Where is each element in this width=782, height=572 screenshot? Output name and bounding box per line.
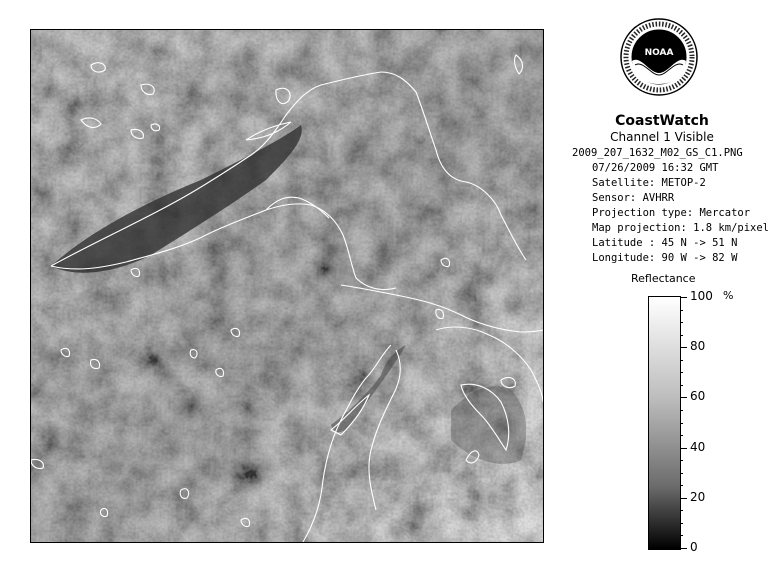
colorbar-major-tick <box>680 548 687 549</box>
colorbar-minor-tick <box>680 435 683 436</box>
projection-type-label: Projection type: Mercator <box>592 207 751 219</box>
logo-text: NOAA <box>644 48 674 58</box>
colorbar-minor-tick <box>680 360 683 361</box>
noaa-logo <box>619 15 699 107</box>
sensor-label: Sensor: AVHRR <box>592 192 675 204</box>
colorbar-minor-tick <box>680 535 683 536</box>
colorbar-minor-tick <box>680 460 683 461</box>
filename-label: 2009_207_1632_M02_GS_C1.PNG <box>572 147 743 159</box>
colorbar-major-tick <box>680 397 687 398</box>
colorbar-major-tick <box>680 498 687 499</box>
colorbar-tick-label: 100 <box>690 289 713 303</box>
latitude-label: Latitude : 45 N -> 51 N <box>592 237 738 249</box>
map-projection-label: Map projection: 1.8 km/pixel <box>592 222 770 234</box>
channel-title: Channel 1 Visible <box>610 130 714 144</box>
longitude-label: Longitude: 90 W -> 82 W <box>592 252 738 264</box>
colorbar-major-tick <box>680 297 687 298</box>
satellite-image-map <box>30 29 544 543</box>
colorbar-tick-label: 0 <box>690 540 698 554</box>
colorbar-minor-tick <box>680 322 683 323</box>
colorbar-tick-label: 60 <box>690 389 706 403</box>
shading-overlay <box>31 30 543 542</box>
colorbar-title: Reflectance <box>631 272 696 285</box>
map-svg <box>31 30 543 542</box>
colorbar-tick-label: 40 <box>690 440 706 454</box>
colorbar-minor-tick <box>680 335 683 336</box>
colorbar-tick-label: 80 <box>690 339 706 353</box>
colorbar-minor-tick <box>680 510 683 511</box>
colorbar-minor-tick <box>680 310 683 311</box>
colorbar-tick-label: 20 <box>690 490 706 504</box>
brand-title: CoastWatch <box>615 113 709 129</box>
colorbar-minor-tick <box>680 385 683 386</box>
noaa-emblem-icon <box>619 15 699 107</box>
colorbar-major-tick <box>680 347 687 348</box>
colorbar-minor-tick <box>680 410 683 411</box>
colorbar-unit: % <box>723 289 734 302</box>
satellite-label: Satellite: METOP-2 <box>592 177 706 189</box>
reflectance-colorbar <box>648 296 681 550</box>
colorbar-major-tick <box>680 448 687 449</box>
colorbar-minor-tick <box>680 485 683 486</box>
colorbar-minor-tick <box>680 473 683 474</box>
colorbar-minor-tick <box>680 523 683 524</box>
colorbar-minor-tick <box>680 372 683 373</box>
datetime-label: 07/26/2009 16:32 GMT <box>592 162 719 174</box>
colorbar-minor-tick <box>680 423 683 424</box>
